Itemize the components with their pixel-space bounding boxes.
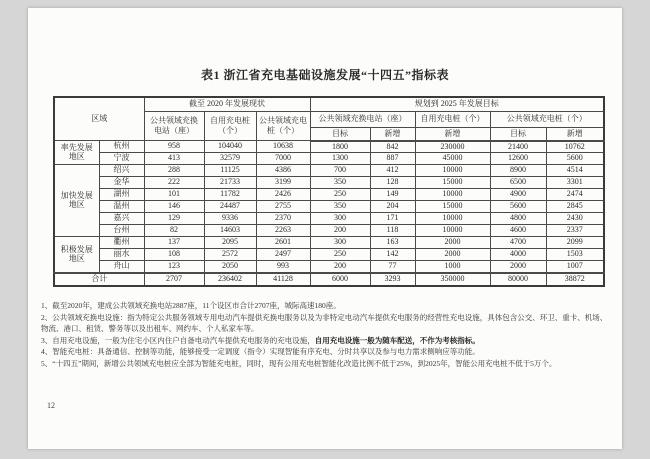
value-cell: 128 [370,177,415,189]
table-row [54,213,604,225]
footnotes [41,300,609,370]
value-cell: 288 [144,165,204,177]
value-cell: 2337 [546,225,604,237]
indicator-table [53,96,605,287]
value-cell: 129 [144,213,204,225]
value-cell: 2050 [204,261,256,273]
header-plan-2025: 规划到 2025 年发展目标 [310,97,604,111]
value-cell: 4700 [490,237,546,249]
value-cell: 7000 [256,153,310,165]
value-cell: 11782 [204,189,256,201]
footnote-line [41,312,609,335]
region-group-cell: 加快发展地区 [54,165,99,237]
value-cell: 3301 [546,177,604,189]
value-cell: 222 [144,177,204,189]
total-label-cell: 合计 [54,273,144,286]
value-cell: 149 [370,189,415,201]
header-private-pile-2020: 自用充电桩（个） [204,111,256,141]
value-cell: 10638 [256,141,310,153]
value-cell: 3293 [370,273,415,286]
value-cell: 104040 [204,141,256,153]
region-group-cell: 积极发展地区 [54,237,99,273]
value-cell: 171 [370,213,415,225]
value-cell: 6500 [490,177,546,189]
value-cell: 2000 [415,249,490,261]
value-cell: 32579 [204,153,256,165]
footnote-line [41,358,609,370]
value-cell: 2707 [144,273,204,286]
value-cell: 1800 [310,141,370,153]
region-group-cell: 率先发展地区 [54,141,99,165]
value-cell: 15000 [415,201,490,213]
value-cell: 1007 [546,261,604,273]
value-cell: 12600 [490,153,546,165]
value-cell: 413 [144,153,204,165]
table-row [54,237,604,249]
table-row [54,249,604,261]
value-cell: 887 [370,153,415,165]
value-cell: 14603 [204,225,256,237]
value-cell: 2000 [490,261,546,273]
value-cell: 8900 [490,165,546,177]
header-swap-station-2020: 公共领域充换电站（座） [144,111,204,141]
value-cell: 2430 [546,213,604,225]
value-cell: 2370 [256,213,310,225]
value-cell: 2426 [256,189,310,201]
value-cell: 350 [310,201,370,213]
value-cell: 21733 [204,177,256,189]
value-cell: 236402 [204,273,256,286]
value-cell: 118 [370,225,415,237]
value-cell: 300 [310,237,370,249]
header-status-2020: 截至 2020 年发展现状 [144,97,310,111]
header-public-pile-2020: 公共领域充电桩（个） [256,111,310,141]
value-cell: 700 [310,165,370,177]
city-cell: 宁波 [99,153,144,165]
value-cell: 300 [310,213,370,225]
table-row [54,141,604,153]
value-cell: 146 [144,201,204,213]
table-row [54,153,604,165]
value-cell: 10000 [415,225,490,237]
footnote-text: 2、公共领域充换电设施：指为特定公共服务领域专用电动汽车提供充换电服务以及为非特定电动汽车提供充电服务的经营性充电设施，具体包含公交、环卫、重卡、机场、物流、港口、租赁、警务等以及出租车、网约车、个人私家车等。 [41,312,608,334]
value-cell: 2263 [256,225,310,237]
value-cell: 250 [310,249,370,261]
value-cell: 1503 [546,249,604,261]
value-cell: 2845 [546,201,604,213]
value-cell: 45000 [415,153,490,165]
city-cell: 绍兴 [99,165,144,177]
table-title: 表1 浙江省充电基础设施发展“十四五”指标表 [200,68,449,82]
value-cell: 2095 [204,237,256,249]
header-region: 区域 [54,97,144,141]
city-cell: 舟山 [99,261,144,273]
value-cell: 204 [370,201,415,213]
value-cell: 4600 [490,225,546,237]
header-swap-station-2025: 公共领域充换电站（座） [310,111,415,127]
header-target: 目标 [490,127,546,141]
value-cell: 123 [144,261,204,273]
footnote-line [41,346,609,358]
value-cell: 6000 [310,273,370,286]
header-private-pile-2025: 自用充电桩（个） [415,111,490,127]
value-cell: 15000 [415,177,490,189]
value-cell: 2474 [546,189,604,201]
value-cell: 200 [310,261,370,273]
value-cell: 993 [256,261,310,273]
value-cell: 4386 [256,165,310,177]
value-cell: 2572 [204,249,256,261]
header-added: 新增 [370,127,415,141]
footnote-text: 4、智能充电桩：具备通信、控制等功能，能够接受一定调度（指令）实现智能有序充电、分时共享以及参与电力需求侧响应等功能。 [41,347,480,357]
value-cell: 1000 [415,261,490,273]
table-row [54,225,604,237]
header-public-pile-2025: 公共领域充电桩（个） [490,111,604,127]
value-cell: 958 [144,141,204,153]
value-cell: 101 [144,189,204,201]
value-cell: 108 [144,249,204,261]
value-cell: 2755 [256,201,310,213]
value-cell: 2000 [415,237,490,249]
table-row [54,189,604,201]
value-cell: 1300 [310,153,370,165]
footnote-text: 5、“十四五”期间，新增公共领域充电桩应全部为智能充电桩，同时，现有公用充电桩智能化改造比例不低于25%，到2025年，智能公用充电桩不低于5万个。 [41,358,557,368]
value-cell: 21400 [490,141,546,153]
city-cell: 嘉兴 [99,213,144,225]
value-cell: 412 [370,165,415,177]
value-cell: 4514 [546,165,604,177]
value-cell: 350000 [415,273,490,286]
value-cell: 4000 [490,249,546,261]
footnote-text: 3、自用充电设施，一般为住宅小区内住户自备电动汽车提供充电服务的充电设施， [41,335,315,345]
header-target: 目标 [310,127,370,141]
value-cell: 4900 [490,189,546,201]
value-cell: 11125 [204,165,256,177]
value-cell: 4800 [490,213,546,225]
value-cell: 77 [370,261,415,273]
value-cell: 38872 [546,273,604,286]
value-cell: 137 [144,237,204,249]
value-cell: 9336 [204,213,256,225]
value-cell: 5600 [490,201,546,213]
city-cell: 湖州 [99,189,144,201]
value-cell: 41128 [256,273,310,286]
header-added: 新增 [415,127,490,141]
city-cell: 金华 [99,177,144,189]
value-cell: 24487 [204,201,256,213]
value-cell: 2601 [256,237,310,249]
value-cell: 200 [310,225,370,237]
value-cell: 2497 [256,249,310,261]
value-cell: 3199 [256,177,310,189]
page-number: 12 [47,401,55,410]
value-cell: 230000 [415,141,490,153]
value-cell: 163 [370,237,415,249]
value-cell: 5600 [546,153,604,165]
table-row [54,261,604,273]
total-row [54,273,604,286]
value-cell: 350 [310,177,370,189]
value-cell: 250 [310,189,370,201]
city-cell: 杭州 [99,141,144,153]
value-cell: 10000 [415,165,490,177]
header-added: 新增 [546,127,604,141]
city-cell: 丽水 [99,249,144,261]
footnote-text: 1、截至2020年，建成公共领域充换电站2887座，11个设区市合计2707座，城际高速180座。 [41,301,341,310]
document-page [28,8,622,449]
city-cell: 衢州 [99,237,144,249]
city-cell: 台州 [99,225,144,237]
footnote-line [41,300,609,312]
value-cell: 80000 [490,273,546,286]
value-cell: 842 [370,141,415,153]
value-cell: 10762 [546,141,604,153]
value-cell: 2099 [546,237,604,249]
table-row [54,177,604,189]
value-cell: 10000 [415,213,490,225]
value-cell: 10000 [415,189,490,201]
table-row [54,201,604,213]
city-cell: 温州 [99,201,144,213]
value-cell: 82 [144,225,204,237]
footnote-bold-text: 自用充电设施一般为随车配送，不作为考核指标。 [314,335,480,345]
table-row [54,165,604,177]
footnote-line [41,335,609,347]
value-cell: 142 [370,249,415,261]
